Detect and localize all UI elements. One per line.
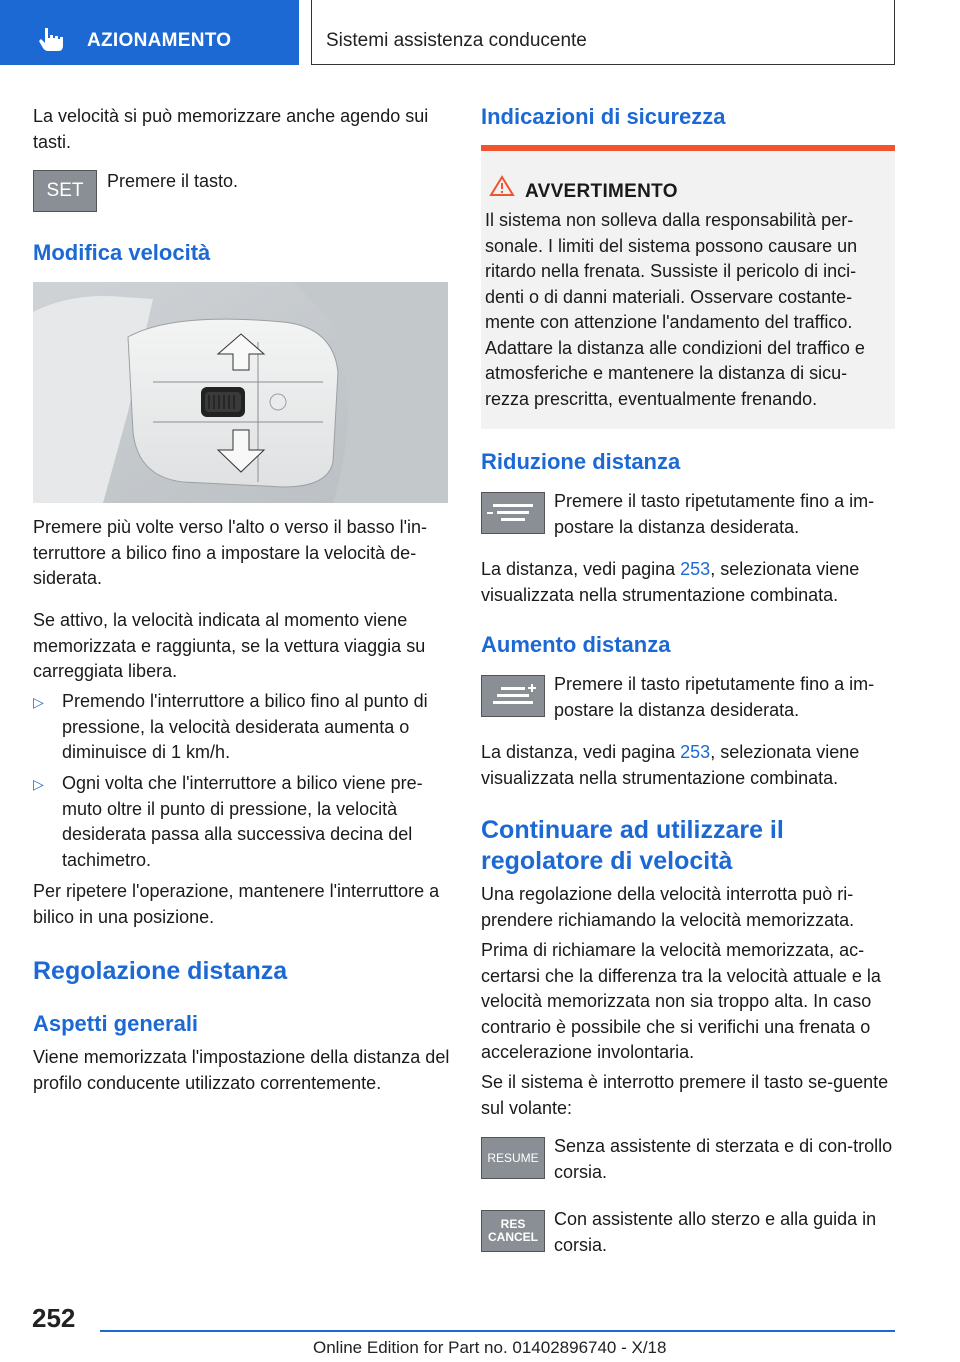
paragraph-premere: Premere più volte verso l'alto o verso il basso l'in-terruttore a bilico fino a impostare la velocità de-siderata. [33, 517, 428, 588]
bullet-triangle-icon: ▷ [33, 776, 44, 792]
hand-pointer-icon [36, 26, 66, 52]
paragraph-se-attivo: Se attivo, la velocità indicata al momento viene memorizzata e raggiunta, se la vettura viaggia su carreggiata libera. [33, 610, 426, 681]
res-cancel-button-icon [481, 1210, 545, 1252]
heading-continuare-line1: Continuare ad utilizzare il [481, 816, 784, 844]
footer-edition: Online Edition for Part no. 01402896740 - X/18 [313, 1338, 667, 1357]
paragraph-ripetere: Per ripetere l'operazione, mantenere l'interruttore a bilico in una posizione. [33, 881, 440, 927]
aumento-instruction: Premere il tasto ripetutamente fino a im-postare la distanza desiderata. [554, 674, 875, 720]
warning-box [481, 145, 895, 429]
aumento-text-after: , selezionata viene visualizzata nella strumentazione combinata. [481, 742, 860, 788]
heading-indicazioni-sicurezza: Indicazioni di sicurezza [481, 104, 726, 129]
warning-title: AVVERTIMENTO [525, 181, 678, 202]
heading-regolazione-distanza: Regolazione distanza [33, 957, 288, 985]
paragraph-viene-memorizzata: Viene memorizzata l'impostazione della distanza del profilo conducente utilizzato correntemente. [33, 1047, 450, 1093]
continuare-paragraph-2: Prima di richiamare la velocità memorizzata, ac-certarsi che la differenza tra la velocità attuale e la velocità memorizzata non sia troppo alta. In caso contrario è possibile che si verifichi una frenata o accelerazione involontaria. [481, 940, 881, 1062]
resume-button-icon [481, 1137, 545, 1179]
distance-bars-increase-icon [485, 681, 541, 711]
page-link-253[interactable]: 253 [680, 742, 711, 762]
footer-divider [100, 1330, 895, 1332]
resume-instruction: Senza assistente di sterzata e di con-trollo corsia. [554, 1136, 893, 1182]
heading-continuare-line2: regolatore di velocità [481, 847, 733, 875]
heading-aumento-distanza: Aumento distanza [481, 632, 671, 657]
cancel-label: CANCEL [488, 1230, 538, 1244]
riduzione-instruction: Premere il tasto ripetutamente fino a im-postare la distanza desiderata. [554, 491, 875, 537]
aumento-paragraph [481, 740, 897, 791]
section-label: AZIONAMENTO [87, 30, 232, 51]
intro-text: La velocità si può memorizzare anche agendo sui tasti. [33, 106, 429, 152]
warning-body: Il sistema non solleva dalla responsabilità per-sonale. I limiti del sistema possono causare un ritardo nella frenata. Sussiste il pericolo di inci-denti o di danni materiali. Osservare costante-mente con attenzione l'andamento del traffico. Adattare la distanza alle condizioni del traffico e atmosferiche e mantenere la distanza di sicu-rezza prescritta, eventualmente frenando. [485, 210, 865, 409]
chapter-header [311, 0, 895, 65]
decrease-distance-icon [481, 492, 545, 534]
set-button-icon [33, 170, 97, 212]
res-label: RES [500, 1217, 526, 1231]
continuare-paragraph-3: Se il sistema è interrotto premere il tasto se-guente sul volante: [481, 1072, 889, 1118]
resume-label: RESUME [487, 1151, 539, 1165]
aumento-text-before: La distanza, vedi pagina [481, 742, 681, 762]
increase-distance-icon [481, 675, 545, 717]
steering-wheel-switch-image [33, 282, 448, 503]
heading-modifica-velocita: Modifica velocità [33, 240, 211, 265]
bullet-triangle-icon: ▷ [33, 694, 44, 710]
page-link-253[interactable]: 253 [680, 559, 711, 579]
section-tab[interactable] [0, 0, 299, 65]
chapter-title: Sistemi assistenza conducente [326, 30, 587, 51]
riduzione-text-before: La distanza, vedi pagina [481, 559, 681, 579]
res-cancel-instruction: Con assistente allo sterzo e alla guida in corsia. [554, 1209, 877, 1255]
riduzione-text-after: , selezionata viene visualizzata nella strumentazione combinata. [481, 559, 860, 605]
bullet-item-2: Ogni volta che l'interruttore a bilico viene pre-muto oltre il punto di pressione, la velocità desiderata passa alla successiva decina del tachimetro. [62, 773, 423, 870]
warning-triangle-icon [489, 175, 515, 197]
riduzione-paragraph [481, 557, 897, 608]
heading-aspetti-generali: Aspetti generali [33, 1011, 199, 1036]
continuare-paragraph-1: Una regolazione della velocità interrotta può ri-prendere richiamando la velocità memorizzata. [481, 884, 855, 930]
set-label: SET [46, 180, 84, 201]
bullet-item-1: Premendo l'interruttore a bilico fino al punto di pressione, la velocità desiderata aumenta o diminuisce di 1 km/h. [62, 691, 428, 762]
heading-riduzione-distanza: Riduzione distanza [481, 449, 681, 474]
set-instruction: Premere il tasto. [107, 171, 239, 191]
page-number: 252 [32, 1303, 76, 1333]
distance-bars-decrease-icon [485, 498, 541, 528]
